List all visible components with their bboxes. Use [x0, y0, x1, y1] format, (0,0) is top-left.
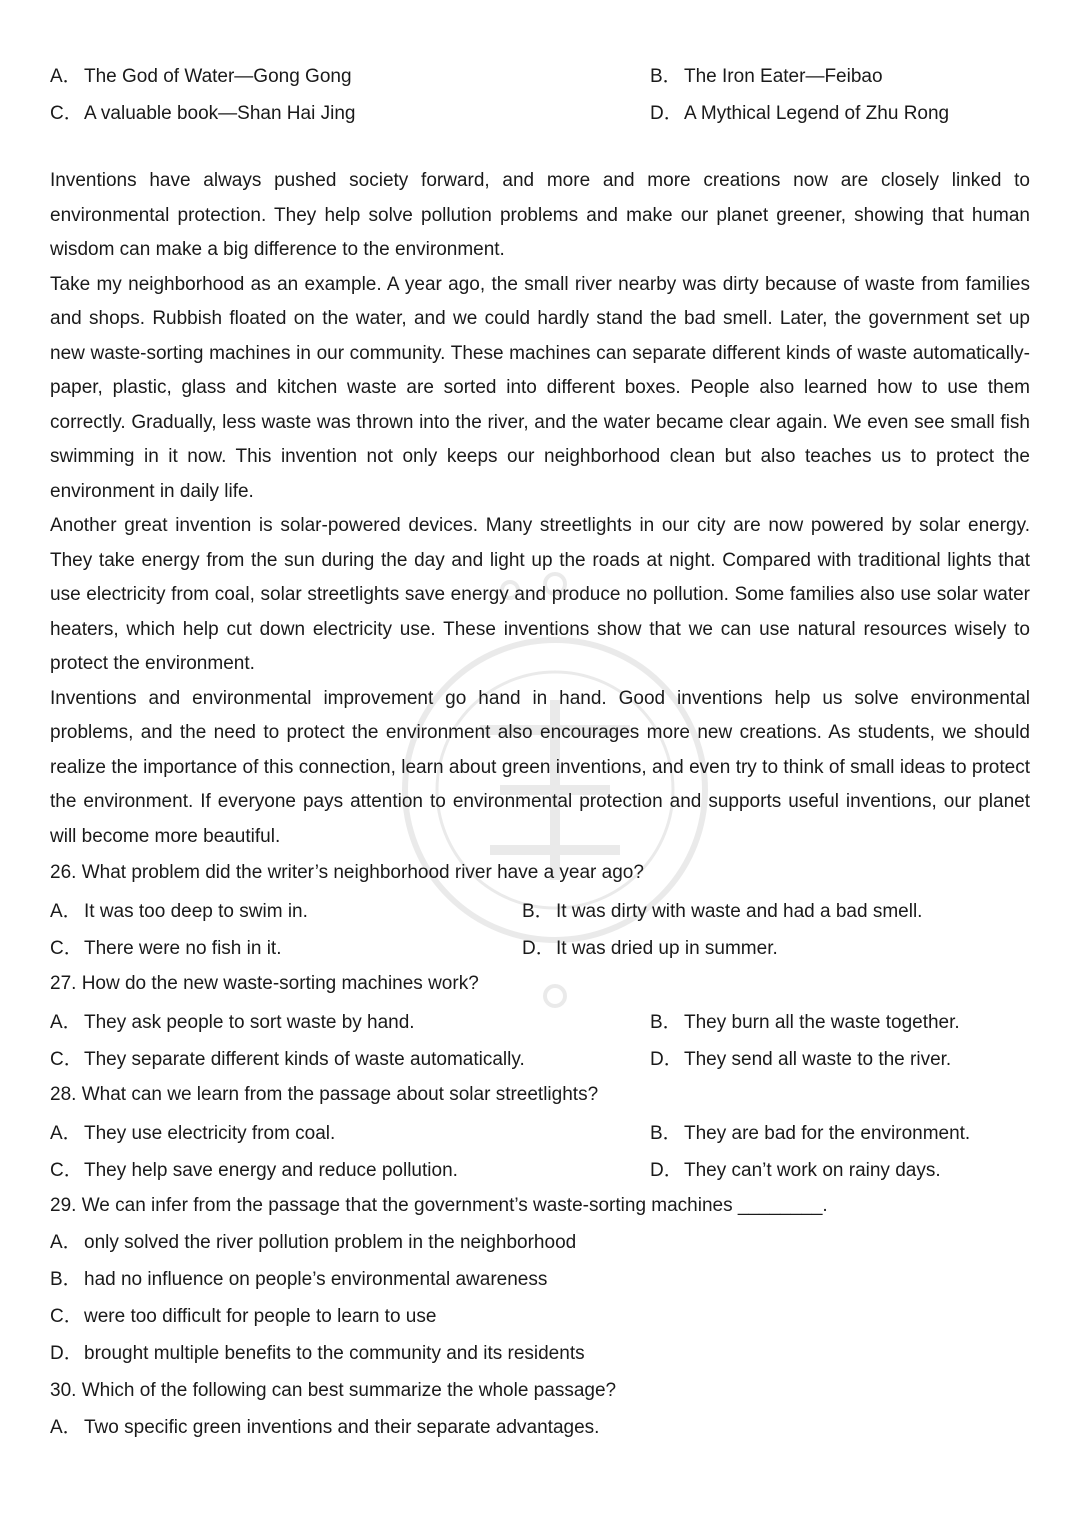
option-d[interactable]: [650, 1155, 1030, 1182]
passage-paragraph: Inventions have always pushed society forward, and more and more creations now are closely linked to environmental protection. They help solve pollution problems and make our planet greener, showing that human wisdom can make a big difference to the environment.: [50, 170, 1030, 260]
option-row: [50, 891, 1030, 928]
option-letter: A．: [50, 1232, 82, 1253]
option-a[interactable]: [50, 61, 650, 88]
option-a[interactable]: [50, 1224, 1030, 1261]
option-b[interactable]: [522, 896, 1030, 923]
option-c[interactable]: [50, 933, 522, 960]
option-text: A Mythical Legend of Zhu Rong: [684, 103, 950, 124]
option-text: They can’t work on rainy days.: [684, 1160, 941, 1181]
option-text: They separate different kinds of waste automatically.: [84, 1049, 525, 1070]
option-b[interactable]: [650, 1007, 1030, 1034]
option-text: were too difficult for people to learn to use: [84, 1306, 437, 1327]
passage-paragraph: Take my neighborhood as an example. A year ago, the small river nearby was dirty because of waste from families and shops. Rubbish floated on the water, and we could hardly stand the bad smell. Later, the government set up new waste-sorting machines in our community. These machines can separate different kinds of waste automatically-paper, plastic, glass and kitchen waste are sorted into different boxes. People also learned how to use them correctly. Gradually, less waste was thrown into the river, and the water became clear again. We even see small fish swimming in it now. This invention not only keeps our neighborhood clean but also teaches us to protect the environment in daily life.: [50, 273, 1030, 502]
option-row: [50, 1113, 1030, 1150]
exam-page: [50, 56, 1030, 1446]
option-letter: D．: [50, 1343, 83, 1364]
option-row: [50, 1039, 1030, 1076]
option-letter: B．: [522, 901, 554, 922]
option-text: They send all waste to the river.: [684, 1049, 952, 1070]
option-a[interactable]: [50, 1007, 650, 1034]
option-letter: B．: [650, 1123, 682, 1144]
option-text: It was dirty with waste and had a bad smell.: [556, 901, 923, 922]
option-c[interactable]: [50, 1044, 650, 1071]
option-letter: B．: [50, 1269, 82, 1290]
question-29: [50, 1187, 1030, 1372]
option-c[interactable]: [50, 1298, 1030, 1335]
option-text: It was dried up in summer.: [556, 938, 778, 959]
option-text: brought multiple benefits to the community and its residents: [84, 1343, 585, 1364]
question-27: [50, 965, 1030, 1076]
option-d[interactable]: [650, 98, 1030, 125]
option-row: [50, 1150, 1030, 1187]
option-text: The Iron Eater—Feibao: [684, 66, 883, 87]
option-row: [50, 56, 1030, 93]
question-30: [50, 1372, 1030, 1446]
option-text: Two specific green inventions and their separate advantages.: [84, 1417, 600, 1438]
question-text: 28. What can we learn from the passage about solar streetlights?: [50, 1084, 599, 1105]
option-text: They burn all the waste together.: [684, 1012, 960, 1033]
question-text: 27. How do the new waste-sorting machines work?: [50, 973, 479, 994]
option-text: The God of Water—Gong Gong: [84, 66, 352, 87]
option-a[interactable]: [50, 1409, 1030, 1446]
option-text: It was too deep to swim in.: [84, 901, 308, 922]
option-b[interactable]: [650, 61, 1030, 88]
option-text: A valuable book—Shan Hai Jing: [84, 103, 356, 124]
option-text: only solved the river pollution problem in the neighborhood: [84, 1232, 577, 1253]
option-letter: A．: [50, 901, 82, 922]
option-letter: B．: [650, 66, 682, 87]
option-letter: A．: [50, 1417, 82, 1438]
option-text: They use electricity from coal.: [84, 1123, 336, 1144]
option-c[interactable]: [50, 98, 650, 125]
option-letter: C．: [50, 1306, 83, 1327]
option-letter: B．: [650, 1012, 682, 1033]
option-letter: D．: [522, 938, 555, 959]
option-letter: C．: [50, 1049, 83, 1070]
option-row: [50, 93, 1030, 130]
option-letter: D．: [650, 103, 683, 124]
question-26: [50, 854, 1030, 965]
passage-paragraph: Another great invention is solar-powered devices. Many streetlights in our city are now powered by solar energy. They take energy from the sun during the day and light up the roads at night. Compared with traditional lights that use electricity from coal, solar streetlights save energy and produce no pollution. Some families also use solar water heaters, which help cut down electricity use. These inventions show that we can use natural resources wisely to protect the environment.: [50, 515, 1030, 674]
option-letter: C．: [50, 938, 83, 959]
option-letter: D．: [650, 1160, 683, 1181]
option-b[interactable]: [50, 1261, 1030, 1298]
option-letter: A．: [50, 66, 82, 87]
option-d[interactable]: [650, 1044, 1030, 1071]
option-text: They are bad for the environment.: [684, 1123, 971, 1144]
question-text: 26. What problem did the writer’s neighborhood river have a year ago?: [50, 862, 644, 883]
option-letter: A．: [50, 1123, 82, 1144]
option-row: [50, 1002, 1030, 1039]
option-letter: A．: [50, 1012, 82, 1033]
option-text: They ask people to sort waste by hand.: [84, 1012, 415, 1033]
option-text: There were no fish in it.: [84, 938, 282, 959]
option-a[interactable]: [50, 896, 522, 923]
question-text: 29. We can infer from the passage that the government’s waste-sorting machines ________.: [50, 1195, 828, 1216]
question-28: [50, 1076, 1030, 1187]
top-options: [50, 56, 1030, 130]
reading-passage: [50, 164, 1030, 854]
option-letter: C．: [50, 103, 83, 124]
option-c[interactable]: [50, 1155, 650, 1182]
option-a[interactable]: [50, 1118, 650, 1145]
option-d[interactable]: [522, 933, 1030, 960]
question-text: 30. Which of the following can best summarize the whole passage?: [50, 1380, 617, 1401]
option-letter: C．: [50, 1160, 83, 1181]
option-b[interactable]: [650, 1118, 1030, 1145]
option-letter: D．: [650, 1049, 683, 1070]
option-text: They help save energy and reduce pollution.: [84, 1160, 458, 1181]
passage-paragraph: Inventions and environmental improvement go hand in hand. Good inventions help us solve environmental problems, and the need to protect the environment also encourages more new creations. As students, we should realize the importance of this connection, learn about green inventions, and even try to think of small ideas to protect the environment. If everyone pays attention to environmental protection and supports useful inventions, our planet will become more beautiful.: [50, 687, 1030, 847]
option-row: [50, 928, 1030, 965]
option-d[interactable]: [50, 1335, 1030, 1372]
option-text: had no influence on people’s environmental awareness: [84, 1269, 548, 1290]
